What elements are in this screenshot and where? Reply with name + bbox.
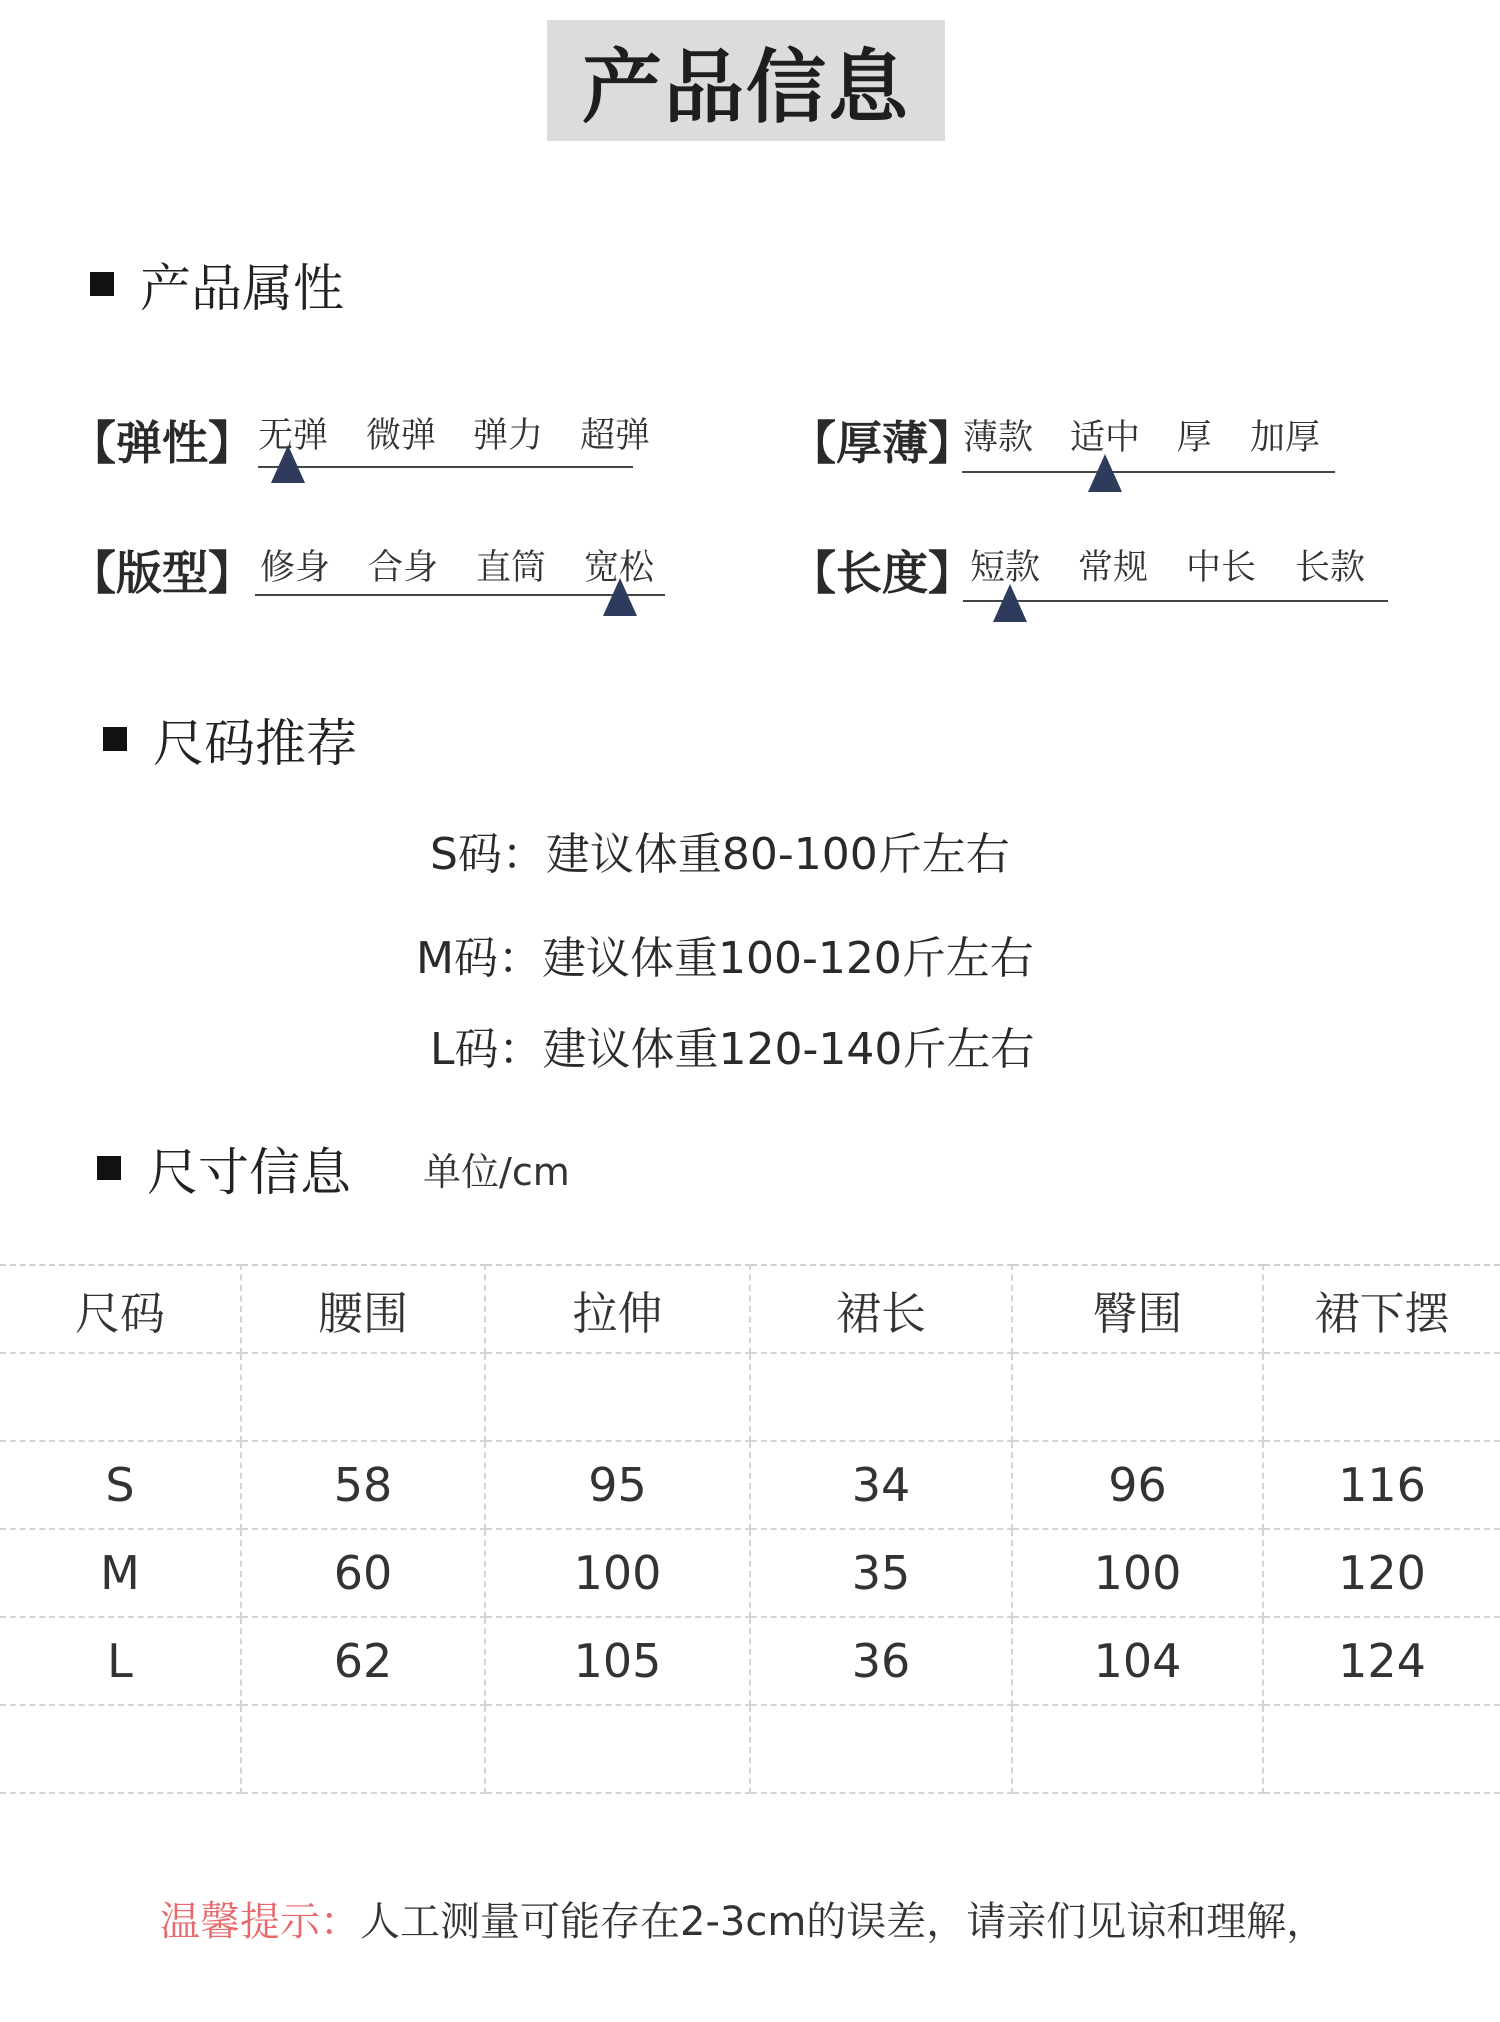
section-title: 尺寸信息 xyxy=(147,1144,352,1203)
attr-option: 无弹 xyxy=(257,416,329,456)
unit-label: 单位/cm xyxy=(423,1149,570,1194)
table-cell: 96 xyxy=(1012,1441,1263,1529)
table-header-row xyxy=(0,1265,1500,1353)
tip-text: 人工测量可能存在2-3cm的误差，请亲们见谅和理解， xyxy=(360,1899,1327,1945)
tip-label: 温馨提示： xyxy=(160,1899,360,1945)
attr-option: 弹力 xyxy=(472,416,544,456)
section-title: 尺码推荐 xyxy=(153,715,358,774)
attr-scale-line xyxy=(258,466,633,468)
attr-option: 长款 xyxy=(1294,548,1366,588)
attr-option: 修身 xyxy=(259,548,331,588)
table-row xyxy=(0,1705,1500,1793)
table-header-cell: 臀围 xyxy=(1012,1265,1263,1353)
table-cell: 116 xyxy=(1263,1441,1500,1529)
table-header-cell: 尺码 xyxy=(0,1265,241,1353)
attr-scale-thickness xyxy=(962,410,1335,490)
attr-option: 中长 xyxy=(1185,548,1257,588)
table-cell: 60 xyxy=(241,1529,485,1617)
selected-marker-icon xyxy=(603,578,637,616)
table-cell xyxy=(241,1353,485,1441)
table-cell xyxy=(1012,1705,1263,1793)
table-row xyxy=(0,1353,1500,1441)
page-title: 产品信息 xyxy=(582,41,910,134)
table-cell: 124 xyxy=(1263,1617,1500,1705)
attr-label-thickness: 【厚薄】 xyxy=(790,416,974,470)
table-cell xyxy=(0,1705,241,1793)
table-header-cell: 裙下摆 xyxy=(1263,1265,1500,1353)
section-measurements xyxy=(97,1131,570,1205)
table-cell xyxy=(1263,1705,1500,1793)
attr-option: 短款 xyxy=(969,548,1041,588)
table-row xyxy=(0,1617,1500,1705)
table-cell: 62 xyxy=(241,1617,485,1705)
table-cell xyxy=(1263,1353,1500,1441)
page-title-banner xyxy=(547,20,945,141)
table-cell: 104 xyxy=(1012,1617,1263,1705)
table-cell: 120 xyxy=(1263,1529,1500,1617)
attr-option: 薄款 xyxy=(962,418,1034,458)
attr-label-length: 【长度】 xyxy=(790,546,974,600)
attr-option: 适中 xyxy=(1069,418,1141,458)
selected-marker-icon xyxy=(271,445,305,483)
section-title: 产品属性 xyxy=(140,260,345,319)
attr-label-elasticity: 【弹性】 xyxy=(70,416,254,470)
attr-option: 合身 xyxy=(367,548,439,588)
attr-label-fit: 【版型】 xyxy=(70,546,254,600)
table-cell: M xyxy=(0,1529,241,1617)
attr-scale-elasticity xyxy=(257,408,651,488)
attr-option: 常规 xyxy=(1077,548,1149,588)
table-row xyxy=(0,1529,1500,1617)
table-cell: 105 xyxy=(485,1617,750,1705)
size-recommendation-line: S码：建议体重80-100斤左右 xyxy=(430,829,1010,880)
attr-option: 微弹 xyxy=(365,416,437,456)
size-table xyxy=(0,1264,1500,1794)
table-cell: 100 xyxy=(1012,1529,1263,1617)
table-cell: 35 xyxy=(750,1529,1012,1617)
selected-marker-icon xyxy=(993,584,1027,622)
table-cell: 36 xyxy=(750,1617,1012,1705)
table-cell: 95 xyxy=(485,1441,750,1529)
table-cell xyxy=(750,1353,1012,1441)
attr-option: 加厚 xyxy=(1249,418,1321,458)
attr-scale-length xyxy=(963,540,1388,620)
selected-marker-icon xyxy=(1088,454,1122,492)
table-cell: S xyxy=(0,1441,241,1529)
attr-scale-line xyxy=(962,471,1335,473)
table-cell xyxy=(0,1353,241,1441)
table-cell xyxy=(485,1705,750,1793)
attr-scale-fit xyxy=(255,540,665,620)
table-cell xyxy=(750,1705,1012,1793)
table-cell xyxy=(241,1705,485,1793)
table-cell: 100 xyxy=(485,1529,750,1617)
attr-option: 厚 xyxy=(1176,418,1212,458)
table-row xyxy=(0,1441,1500,1529)
bullet-square-icon xyxy=(90,272,114,296)
size-recommendation-line: M码：建议体重100-120斤左右 xyxy=(416,933,1034,984)
attr-option: 超弹 xyxy=(579,416,651,456)
attr-option: 宽松 xyxy=(583,548,655,588)
table-cell: L xyxy=(0,1617,241,1705)
table-header-cell: 裙长 xyxy=(750,1265,1012,1353)
bullet-square-icon xyxy=(97,1156,121,1180)
size-recommendation-line: L码：建议体重120-140斤左右 xyxy=(430,1024,1035,1075)
bullet-square-icon xyxy=(103,727,127,751)
table-cell: 58 xyxy=(241,1441,485,1529)
table-cell: 34 xyxy=(750,1441,1012,1529)
warm-tip xyxy=(160,1890,1326,1947)
table-header-cell: 腰围 xyxy=(241,1265,485,1353)
section-product-attributes xyxy=(90,247,344,321)
table-cell xyxy=(1012,1353,1263,1441)
attr-option: 直筒 xyxy=(475,548,547,588)
table-header-cell: 拉伸 xyxy=(485,1265,750,1353)
table-cell xyxy=(485,1353,750,1441)
section-size-recommendation xyxy=(103,702,357,776)
